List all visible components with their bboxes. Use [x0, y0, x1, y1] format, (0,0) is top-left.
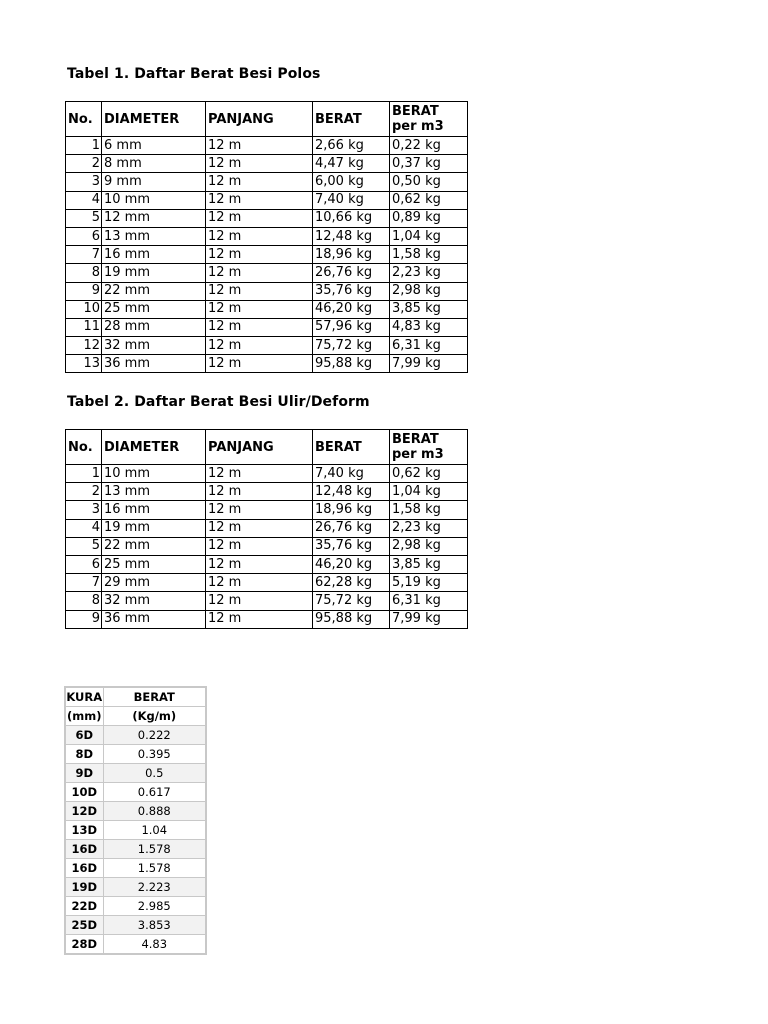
cell-ukuran: 19D: [65, 878, 103, 897]
table-berat-per-meter: [64, 686, 207, 955]
cell-panjang: 12 m: [206, 465, 313, 483]
header-berat-unit: (Kg/m): [103, 707, 206, 726]
cell-berat: 2.985: [103, 897, 206, 916]
cell-berat-per-m3: 6,31 kg: [390, 592, 468, 610]
cell-berat: 46,20 kg: [313, 300, 390, 318]
cell-berat-per-m3: 0,50 kg: [390, 173, 468, 191]
cell-panjang: 12 m: [206, 173, 313, 191]
cell-ukuran: 16D: [65, 840, 103, 859]
cell-ukuran: 22D: [65, 897, 103, 916]
cell-no: 8: [66, 592, 102, 610]
table-row: [66, 264, 468, 282]
cell-panjang: 12 m: [206, 337, 313, 355]
cell-no: 8: [66, 264, 102, 282]
cell-panjang: 12 m: [206, 191, 313, 209]
table-row: [65, 916, 206, 935]
cell-berat-per-m3: 0,89 kg: [390, 209, 468, 227]
cell-diameter: 19 mm: [102, 519, 206, 537]
cell-berat-per-m3: 5,19 kg: [390, 574, 468, 592]
cell-berat: 12,48 kg: [313, 483, 390, 501]
cell-berat: 1.578: [103, 840, 206, 859]
header-berat-per-m3: BERAT per m3: [390, 430, 468, 465]
cell-diameter: 9 mm: [102, 173, 206, 191]
header-ukuran: KURA: [65, 687, 103, 707]
table-row: [66, 246, 468, 264]
cell-no: 12: [66, 337, 102, 355]
cell-berat: 0.617: [103, 783, 206, 802]
cell-no: 5: [66, 537, 102, 555]
cell-panjang: 12 m: [206, 555, 313, 573]
cell-berat: 7,40 kg: [313, 465, 390, 483]
header-no: No.: [66, 102, 102, 137]
cell-berat: 0.5: [103, 764, 206, 783]
cell-berat-per-m3: 0,37 kg: [390, 155, 468, 173]
cell-berat: 95,88 kg: [313, 610, 390, 628]
header-diameter: DIAMETER: [102, 102, 206, 137]
table-row: [65, 726, 206, 745]
cell-berat-per-m3: 1,04 kg: [390, 483, 468, 501]
table-row: [65, 783, 206, 802]
table-row: [65, 821, 206, 840]
table-row: [65, 745, 206, 764]
cell-no: 9: [66, 610, 102, 628]
cell-ukuran: 16D: [65, 859, 103, 878]
cell-diameter: 13 mm: [102, 227, 206, 245]
table-row: [66, 483, 468, 501]
table-row: [65, 935, 206, 955]
cell-berat-per-m3: 3,85 kg: [390, 555, 468, 573]
cell-berat-per-m3: 1,04 kg: [390, 227, 468, 245]
cell-panjang: 12 m: [206, 227, 313, 245]
cell-diameter: 36 mm: [102, 610, 206, 628]
cell-no: 7: [66, 574, 102, 592]
table-besi-ulir: [65, 429, 468, 629]
cell-diameter: 6 mm: [102, 137, 206, 155]
table-row: [66, 337, 468, 355]
cell-diameter: 28 mm: [102, 318, 206, 336]
table-row: [66, 300, 468, 318]
table-row: [65, 840, 206, 859]
table-row: [66, 610, 468, 628]
cell-panjang: 12 m: [206, 592, 313, 610]
cell-panjang: 12 m: [206, 209, 313, 227]
cell-berat: 1.578: [103, 859, 206, 878]
cell-berat: 95,88 kg: [313, 355, 390, 373]
table2-caption: Tabel 2. Daftar Berat Besi Ulir/Deform: [67, 394, 370, 410]
cell-diameter: 22 mm: [102, 282, 206, 300]
table-row: [65, 764, 206, 783]
table3-body: [65, 726, 206, 955]
table-row: [66, 173, 468, 191]
table-row: [66, 537, 468, 555]
cell-berat: 46,20 kg: [313, 555, 390, 573]
header-panjang: PANJANG: [206, 430, 313, 465]
cell-berat-per-m3: 6,31 kg: [390, 337, 468, 355]
cell-berat-per-m3: 2,23 kg: [390, 519, 468, 537]
cell-berat-per-m3: 4,83 kg: [390, 318, 468, 336]
cell-diameter: 25 mm: [102, 300, 206, 318]
table-row: [66, 318, 468, 336]
cell-berat: 3.853: [103, 916, 206, 935]
cell-berat: 18,96 kg: [313, 501, 390, 519]
cell-no: 3: [66, 501, 102, 519]
cell-berat: 2,66 kg: [313, 137, 390, 155]
cell-diameter: 10 mm: [102, 465, 206, 483]
cell-berat: 10,66 kg: [313, 209, 390, 227]
cell-no: 2: [66, 155, 102, 173]
cell-no: 3: [66, 173, 102, 191]
cell-ukuran: 10D: [65, 783, 103, 802]
cell-berat: 35,76 kg: [313, 537, 390, 555]
cell-panjang: 12 m: [206, 155, 313, 173]
table-header-row-units: [65, 707, 206, 726]
cell-diameter: 22 mm: [102, 537, 206, 555]
table1-caption: Tabel 1. Daftar Berat Besi Polos: [67, 66, 321, 82]
cell-berat-per-m3: 0,22 kg: [390, 137, 468, 155]
cell-ukuran: 25D: [65, 916, 103, 935]
cell-panjang: 12 m: [206, 501, 313, 519]
cell-panjang: 12 m: [206, 610, 313, 628]
cell-berat: 26,76 kg: [313, 519, 390, 537]
cell-diameter: 29 mm: [102, 574, 206, 592]
cell-berat: 18,96 kg: [313, 246, 390, 264]
table-row: [66, 282, 468, 300]
cell-berat-per-m3: 0,62 kg: [390, 465, 468, 483]
table-row: [66, 209, 468, 227]
table-row: [65, 878, 206, 897]
cell-panjang: 12 m: [206, 483, 313, 501]
header-berat: BERAT: [313, 102, 390, 137]
table-row: [65, 897, 206, 916]
header-berat-per-m3: BERAT per m3: [390, 102, 468, 137]
cell-diameter: 8 mm: [102, 155, 206, 173]
cell-berat: 75,72 kg: [313, 337, 390, 355]
table-header-row: [66, 102, 468, 137]
table-row: [66, 574, 468, 592]
cell-berat: 35,76 kg: [313, 282, 390, 300]
cell-berat: 0.395: [103, 745, 206, 764]
table-row: [66, 555, 468, 573]
cell-berat-per-m3: 1,58 kg: [390, 501, 468, 519]
cell-diameter: 32 mm: [102, 337, 206, 355]
cell-no: 6: [66, 555, 102, 573]
table-row: [66, 155, 468, 173]
cell-berat: 0.888: [103, 802, 206, 821]
cell-berat-per-m3: 2,98 kg: [390, 282, 468, 300]
cell-berat: 4.83: [103, 935, 206, 955]
cell-no: 13: [66, 355, 102, 373]
cell-ukuran: 12D: [65, 802, 103, 821]
cell-no: 1: [66, 465, 102, 483]
table-header-row: [66, 430, 468, 465]
header-panjang: PANJANG: [206, 102, 313, 137]
cell-berat-per-m3: 3,85 kg: [390, 300, 468, 318]
cell-berat: 75,72 kg: [313, 592, 390, 610]
cell-ukuran: 6D: [65, 726, 103, 745]
cell-no: 4: [66, 519, 102, 537]
cell-berat: 62,28 kg: [313, 574, 390, 592]
cell-berat-per-m3: 2,98 kg: [390, 537, 468, 555]
cell-berat: 1.04: [103, 821, 206, 840]
table-row: [66, 355, 468, 373]
cell-berat: 57,96 kg: [313, 318, 390, 336]
cell-diameter: 12 mm: [102, 209, 206, 227]
cell-berat: 12,48 kg: [313, 227, 390, 245]
table-row: [66, 191, 468, 209]
cell-diameter: 25 mm: [102, 555, 206, 573]
cell-berat-per-m3: 2,23 kg: [390, 264, 468, 282]
cell-berat-per-m3: 1,58 kg: [390, 246, 468, 264]
cell-no: 4: [66, 191, 102, 209]
cell-panjang: 12 m: [206, 318, 313, 336]
cell-diameter: 13 mm: [102, 483, 206, 501]
table-row: [66, 137, 468, 155]
cell-ukuran: 9D: [65, 764, 103, 783]
cell-panjang: 12 m: [206, 355, 313, 373]
cell-berat-per-m3: 7,99 kg: [390, 355, 468, 373]
cell-no: 1: [66, 137, 102, 155]
cell-diameter: 32 mm: [102, 592, 206, 610]
cell-panjang: 12 m: [206, 246, 313, 264]
table-row: [65, 859, 206, 878]
cell-berat: 0.222: [103, 726, 206, 745]
cell-panjang: 12 m: [206, 519, 313, 537]
cell-ukuran: 13D: [65, 821, 103, 840]
cell-panjang: 12 m: [206, 282, 313, 300]
header-no: No.: [66, 430, 102, 465]
table-row: [66, 592, 468, 610]
cell-panjang: 12 m: [206, 537, 313, 555]
cell-berat: 6,00 kg: [313, 173, 390, 191]
cell-no: 7: [66, 246, 102, 264]
header-ukuran-unit: (mm): [65, 707, 103, 726]
table-row: [65, 802, 206, 821]
cell-ukuran: 8D: [65, 745, 103, 764]
cell-panjang: 12 m: [206, 574, 313, 592]
cell-panjang: 12 m: [206, 300, 313, 318]
table-row: [66, 519, 468, 537]
cell-berat-per-m3: 7,99 kg: [390, 610, 468, 628]
cell-no: 6: [66, 227, 102, 245]
table-row: [66, 501, 468, 519]
table2-body: [66, 465, 468, 629]
cell-diameter: 16 mm: [102, 246, 206, 264]
cell-berat: 4,47 kg: [313, 155, 390, 173]
cell-no: 5: [66, 209, 102, 227]
cell-ukuran: 28D: [65, 935, 103, 955]
cell-no: 2: [66, 483, 102, 501]
cell-diameter: 10 mm: [102, 191, 206, 209]
cell-berat: 2.223: [103, 878, 206, 897]
table-row: [66, 465, 468, 483]
header-berat: BERAT: [103, 687, 206, 707]
cell-diameter: 19 mm: [102, 264, 206, 282]
cell-berat: 26,76 kg: [313, 264, 390, 282]
header-berat: BERAT: [313, 430, 390, 465]
cell-panjang: 12 m: [206, 264, 313, 282]
cell-berat: 7,40 kg: [313, 191, 390, 209]
table-besi-polos: [65, 101, 468, 373]
table-header-row: [65, 687, 206, 707]
cell-no: 11: [66, 318, 102, 336]
cell-panjang: 12 m: [206, 137, 313, 155]
cell-diameter: 36 mm: [102, 355, 206, 373]
cell-berat-per-m3: 0,62 kg: [390, 191, 468, 209]
cell-no: 9: [66, 282, 102, 300]
table1-body: [66, 137, 468, 373]
cell-no: 10: [66, 300, 102, 318]
table-row: [66, 227, 468, 245]
header-diameter: DIAMETER: [102, 430, 206, 465]
cell-diameter: 16 mm: [102, 501, 206, 519]
